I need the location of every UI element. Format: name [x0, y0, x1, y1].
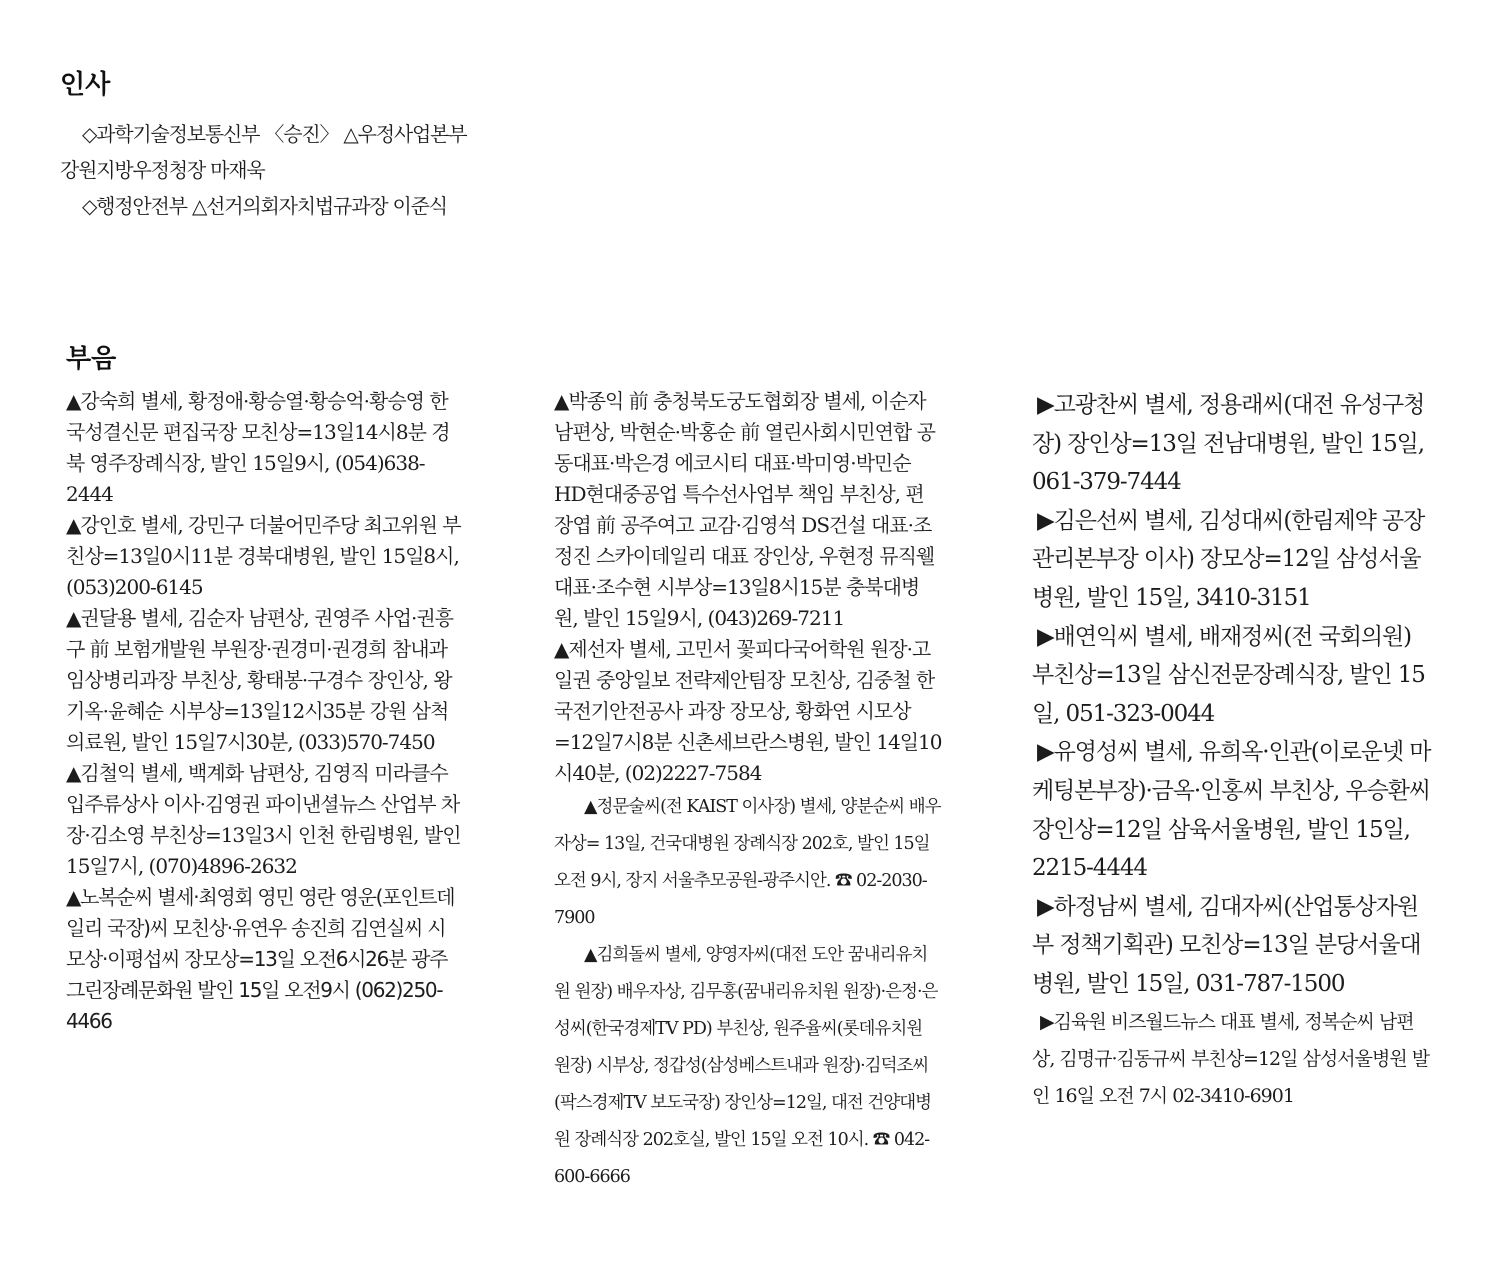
obituary-entry: ▶배연익씨 별세, 배재정씨(전 국회의원) 부친상=13일 삼신전문장례식장, 발인 15일, 051-323-0044 [1032, 623, 1425, 727]
obituary-entry: ▲김희돌씨 별세, 양영자씨(대전 도안 꿈내리유치원 원장) 배우자상, 김무홍(꿈내리유치원 원장)·은정·은성씨(한국경제TV PD) 부친상, 원주율씨(롯데유치원 원장) 시부상, 정갑성(삼성베스트내과 원장)·김덕조씨(팍스경제TV 보도국장) 장인상=12일, 대전 건양대병원 장례식장 202호실, 발인 15일 오전 10시. ☎ 042-600-6666 [554, 945, 938, 1187]
obituary-column-1 [66, 386, 461, 1037]
insa-line: ◇과학기술정보통신부 〈승진〉 △우정사업본부 [82, 122, 467, 146]
obituary-column-2 [554, 386, 942, 1196]
obituary-entry: ▶김은선씨 별세, 김성대씨(한림제약 공장 관리본부장 이사) 장모상=12일 삼성서울병원, 발인 15일, 3410-3151 [1032, 507, 1425, 611]
obituary-entry: ▶유영성씨 별세, 유희옥·인관(이로운넷 마케팅본부장)·금옥·인홍씨 부친상, 우승환씨 장인상=12일 삼육서울병원, 발인 15일, 2215-4444 [1032, 739, 1431, 882]
insa-section-title: 인사 [60, 70, 111, 100]
obituary-entry: ▲제선자 별세, 고민서 꽃피다국어학원 원장·고일권 중앙일보 전략제안팀장 모친상, 김중철 한국전기안전공사 과장 장모상, 황화연 시모상=12일7시8분 신촌세브란스병원, 발인 14일10시40분, (02)2227-7584 [554, 637, 942, 785]
insa-line: 강원지방우정청장 마재욱 [60, 158, 265, 182]
obituary-entry: ▶김육원 비즈월드뉴스 대표 별세, 정복순씨 남편상, 김명규·김동규씨 부친상=12일 삼성서울병원 발인 16일 오전 7시 02-3410-6901 [1032, 1010, 1430, 1107]
obituary-entry: ▲강인호 별세, 강민구 더불어민주당 최고위원 부친상=13일0시11분 경북대병원, 발인 15일8시, (053)200-6145 [66, 513, 461, 599]
obituary-entry: ▲권달용 별세, 김순자 남편상, 권영주 사업·권흥구 前 보험개발원 부원장·권경미·권경희 참내과 임상병리과장 부친상, 황태봉·구경수 장인상, 왕기옥·윤혜순 시부상=13일12시35분 강원 삼척의료원, 발인 15일7시30분, (033)570-7450 [66, 606, 453, 754]
insa-line: ◇행정안전부 △선거의회자치법규과장 이준식 [82, 194, 447, 218]
obituary-entry: ▶고광찬씨 별세, 정용래씨(대전 유성구청장) 장인상=13일 전남대병원, 발인 15일, 061-379-7444 [1032, 392, 1425, 496]
obituary-entry: ▲김철익 별세, 백계화 남편상, 김영직 미라클수입주류상사 이사·김영권 파이낸셜뉴스 산업부 차장·김소영 부친상=13일3시 인천 한림병원, 발인 15일7시, (070)4896-2632 [66, 761, 461, 878]
insa-list [60, 116, 530, 224]
obituary-entry: ▲강숙희 별세, 황정애·황승열·황승억·황승영 한국성결신문 편집국장 모친상=13일14시8분 경북 영주장례식장, 발인 15일9시, (054)638-2444 [66, 389, 450, 506]
obituary-entry: ▲박종익 前 충청북도궁도협회장 별세, 이순자 남편상, 박현순·박홍순 前 열린사회시민연합 공동대표·박은경 에코시티 대표·박미영·박민순 HD현대중공업 특수선사업부 책임 부친상, 편장엽 前 공주여고 교감·김영석 DS건설 대표·조정진 스카이데일리 대표 장인상, 우현정 뮤직웰 대표·조수현 시부상=13일8시15분 충북대병원, 발인 15일9시, (043)269-7211 [554, 389, 935, 630]
obituary-entry: ▲노복순씨 별세·최영회 영민 영란 영운(포인트데일리 국장)씨 모친상·유연우 송진희 김연실씨 시모상·이평섭씨 장모상=13일 오전6시26분 광주그린장례문화원 발인 15일 오전9시 (062)250-4466 [66, 885, 455, 1033]
obituary-entry: ▲정문술씨(전 KAIST 이사장) 별세, 양분순씨 배우자상= 13일, 건국대병원 장례식장 202호, 발인 15일 오전 9시, 장지 서울추모공원-광주시안. ☎ 02-2030-7900 [554, 797, 941, 928]
bueum-section-title: 부음 [66, 344, 117, 374]
obituary-column-3 [1032, 386, 1434, 1115]
obituary-entry: ▶하정남씨 별세, 김대자씨(산업통상자원부 정책기획관) 모친상=13일 분당서울대병원, 발인 15일, 031-787-1500 [1032, 893, 1421, 997]
